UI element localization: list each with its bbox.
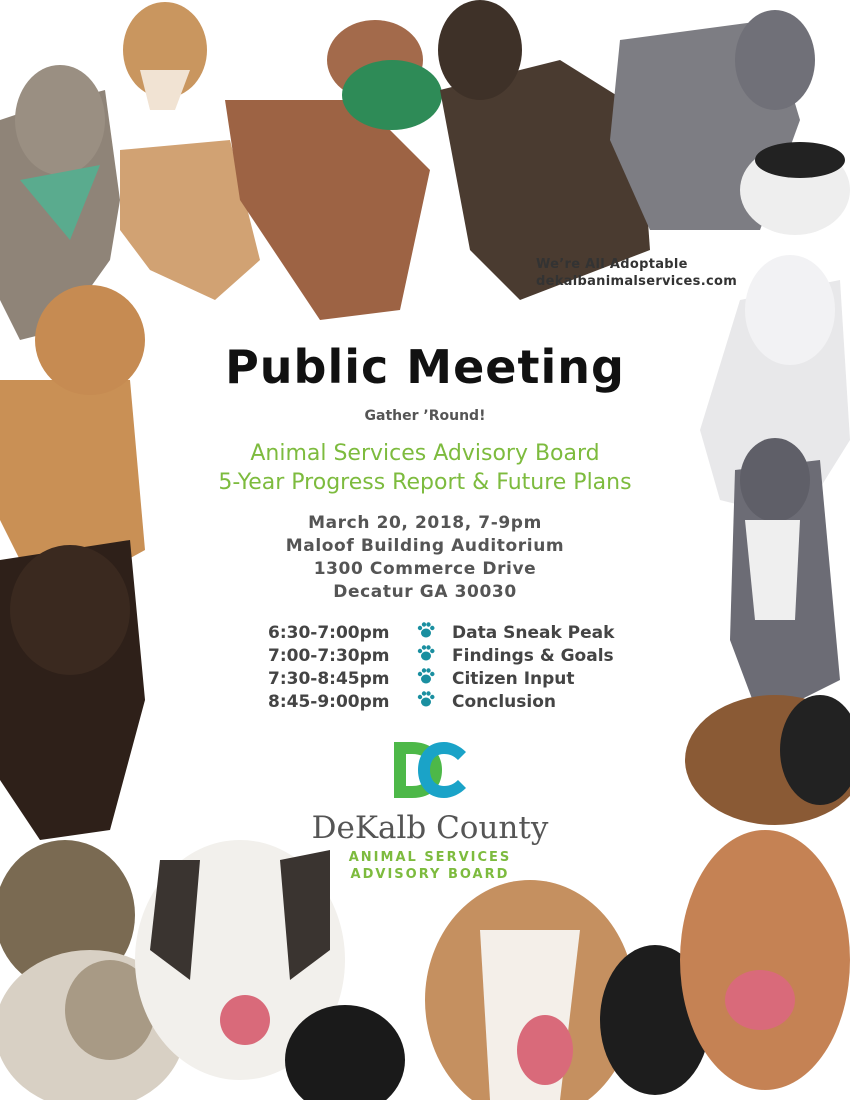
tagline-text: We’re All Adoptable — [536, 257, 688, 272]
board-heading — [0, 439, 850, 497]
agenda-item: Findings & Goals — [452, 645, 614, 666]
agenda-row — [268, 644, 648, 667]
dog-photo-bottom-tan-white — [425, 880, 635, 1100]
page-title: Public Meeting — [225, 340, 625, 394]
agenda-time: 8:45-9:00pm — [268, 691, 390, 712]
meeting-street: 1300 Commerce Drive — [313, 559, 537, 579]
agenda-row — [268, 667, 648, 690]
website-link[interactable]: dekalbanimalservices.com — [536, 274, 738, 289]
agenda-item: Citizen Input — [452, 668, 575, 689]
board-name: Animal Services Advisory Board — [250, 441, 600, 466]
agenda-item: Conclusion — [452, 691, 556, 712]
agenda-item: Data Sneak Peak — [452, 622, 615, 643]
meeting-venue: Maloof Building Auditorium — [285, 536, 565, 556]
paw-print-icon — [416, 667, 452, 690]
agenda-row — [268, 621, 648, 644]
cat-photo-right-calico — [685, 695, 850, 825]
meeting-city: Decatur GA 30030 — [333, 582, 517, 602]
cat-photo-top-right-white — [740, 142, 850, 235]
logo-line-2: ADVISORY BOARD — [350, 867, 510, 882]
dekalb-county-logo — [290, 738, 570, 888]
dog-photo-top-brown-with-toy — [225, 20, 442, 320]
adoptable-tagline — [536, 256, 737, 290]
report-title: 5-Year Progress Report & Future Plans — [218, 470, 632, 495]
agenda-list — [268, 621, 648, 713]
meeting-date-time: March 20, 2018, 7-9pm — [308, 513, 542, 533]
agenda-row — [268, 690, 648, 713]
paw-print-icon — [416, 644, 452, 667]
meeting-info — [0, 512, 850, 604]
dog-photo-bottom-right-tan-smiling — [680, 830, 850, 1090]
paw-print-icon — [416, 621, 452, 644]
agenda-time: 7:00-7:30pm — [268, 645, 390, 666]
subtitle: Gather ’Round! — [364, 408, 486, 424]
dc-monogram-icon — [390, 738, 470, 802]
paw-print-icon — [416, 690, 452, 713]
logo-line-1: ANIMAL SERVICES — [348, 850, 512, 865]
agenda-time: 6:30-7:00pm — [268, 622, 390, 643]
logo-county-name: DeKalb County — [311, 810, 549, 846]
agenda-time: 7:30-8:45pm — [268, 668, 390, 689]
